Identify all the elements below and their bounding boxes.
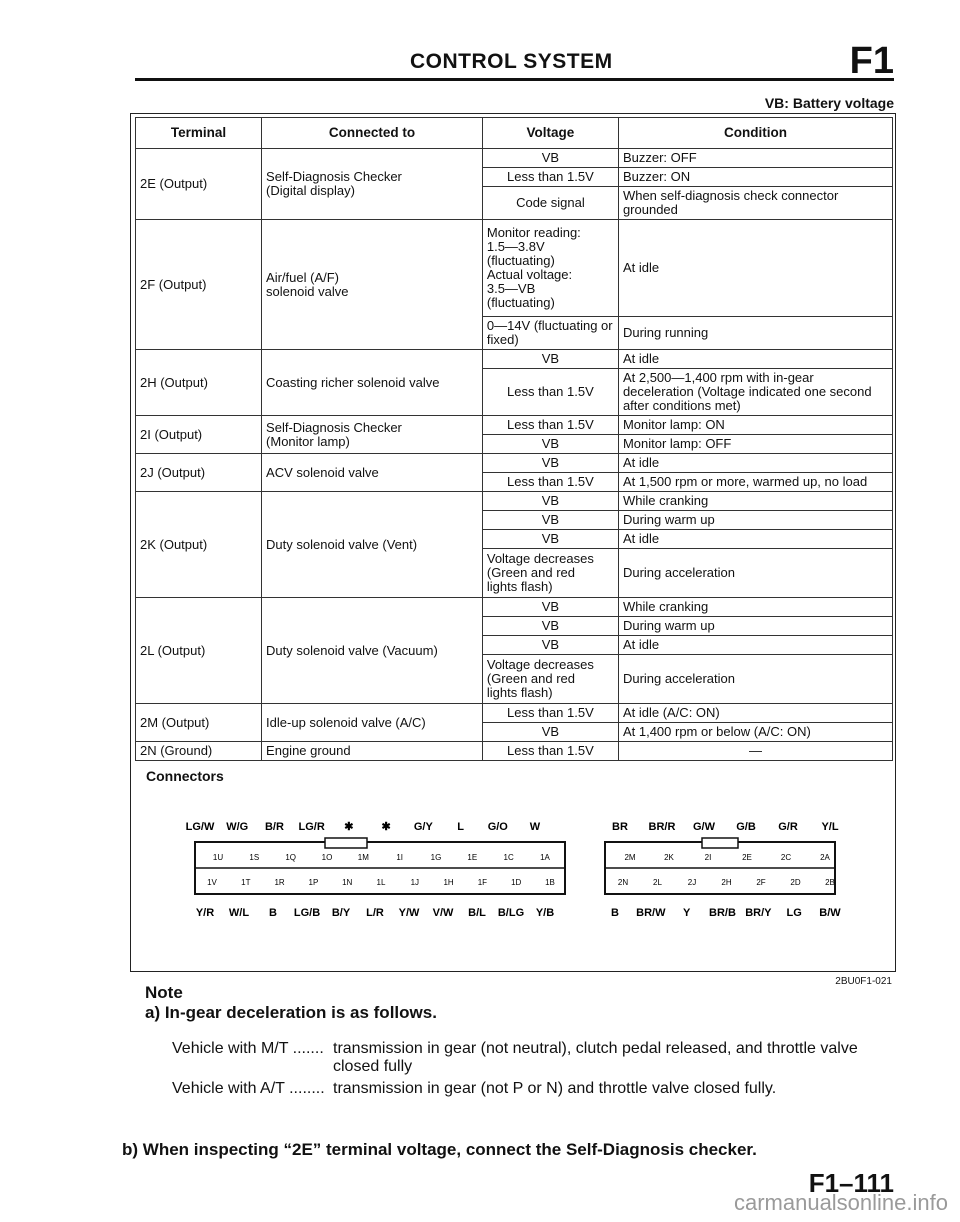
wire-color-label: BR: [612, 821, 628, 833]
pin-label: 2K: [664, 853, 674, 862]
terminal-cell: 2M (Output): [136, 704, 262, 742]
condition-cell: —: [618, 742, 892, 761]
terminal-cell: 2K (Output): [136, 492, 262, 598]
wire-color-label: B/R: [264, 821, 284, 833]
voltage-cell: Voltage decreases (Green and red lights flash): [482, 655, 618, 704]
section-code: F1: [849, 40, 894, 82]
pin-label: 2C: [780, 853, 792, 862]
table-row: [136, 704, 893, 723]
condition-cell: During acceleration: [618, 655, 892, 704]
note-at-label: Vehicle with A/T ........: [172, 1080, 325, 1097]
legend-note: VB: Battery voltage: [764, 95, 894, 111]
pin-label: 1H: [443, 878, 454, 887]
pin-label: 1J: [410, 878, 420, 887]
voltage-cell: Less than 1.5V: [482, 473, 618, 492]
voltage-cell: VB: [482, 617, 618, 636]
pin-label: 2M: [624, 853, 636, 862]
voltage-cell: VB: [482, 492, 618, 511]
figure-reference: 2BU0F1-021: [835, 976, 892, 987]
pin-label: 1T: [241, 878, 251, 887]
wire-color-label: Y/R: [195, 907, 215, 919]
pin-label: 2J: [687, 878, 697, 887]
wire-color-label: LG/B: [293, 907, 321, 919]
wire-color-label: LG: [786, 907, 802, 919]
pin-label: 2N: [617, 878, 629, 887]
condition-cell: During running: [618, 317, 892, 350]
wire-color-label: BR/R: [648, 821, 676, 833]
voltage-cell: Monitor reading: 1.5—3.8V (fluctuating) Actual voltage: 3.5—VB (fluctuating): [482, 220, 618, 317]
wire-color-label: Y/W: [398, 907, 420, 919]
voltage-cell: VB: [482, 598, 618, 617]
table-header-row: [136, 118, 893, 149]
wire-color-label: B/L: [468, 907, 486, 919]
terminal-cell: 2E (Output): [136, 149, 262, 220]
table-row: [136, 416, 893, 435]
connected-cell: Air/fuel (A/F) solenoid valve: [262, 220, 483, 350]
wire-color-label: W/L: [228, 907, 250, 919]
wire-color-label: LG/W: [185, 821, 215, 833]
header-voltage: Voltage: [482, 118, 618, 149]
pin-label: 1Q: [285, 853, 297, 862]
pin-label: 1U: [212, 853, 224, 862]
wire-color-label: BR/W: [636, 907, 666, 919]
wire-color-label: B/Y: [331, 907, 351, 919]
pin-label: 1E: [467, 853, 478, 862]
terminal-voltage-table: [135, 117, 893, 761]
wire-color-label: B: [611, 907, 619, 919]
note-mt-text: transmission in gear (not neutral), clutch pedal released, and throttle valve closed fully: [333, 1040, 858, 1075]
left-connector-latch: [325, 838, 367, 848]
pin-label: 2I: [704, 853, 712, 862]
pin-label: 2L: [653, 878, 662, 887]
terminal-cell: 2F (Output): [136, 220, 262, 350]
pin-label: 1V: [207, 878, 217, 887]
pin-label: 1R: [274, 878, 285, 887]
condition-cell: During warm up: [618, 511, 892, 530]
wire-color-label: L: [457, 821, 464, 833]
voltage-cell: VB: [482, 530, 618, 549]
connected-cell: Duty solenoid valve (Vent): [262, 492, 483, 598]
pin-label: 1C: [503, 853, 514, 862]
wire-color-label: G/Y: [413, 821, 433, 833]
pin-label: 2E: [742, 853, 752, 862]
condition-cell: Buzzer: ON: [618, 168, 892, 187]
condition-cell: At idle (A/C: ON): [618, 704, 892, 723]
voltage-cell: VB: [482, 454, 618, 473]
table-row: [136, 454, 893, 473]
right-connector: [605, 821, 841, 919]
pin-label: 1O: [321, 853, 333, 862]
table-row: [136, 598, 893, 617]
header-condition: Condition: [618, 118, 892, 149]
condition-cell: At idle: [618, 350, 892, 369]
voltage-cell: VB: [482, 149, 618, 168]
pin-label: 1F: [477, 878, 488, 887]
voltage-cell: Less than 1.5V: [482, 369, 618, 416]
pin-label: 1M: [357, 853, 369, 862]
pin-label: 2A: [820, 853, 830, 862]
right-connector-latch: [702, 838, 738, 848]
pin-label: 1G: [430, 853, 442, 862]
wire-color-label: BR/B: [709, 907, 736, 919]
condition-cell: At idle: [618, 636, 892, 655]
condition-cell: During acceleration: [618, 549, 892, 598]
pin-label: 2B: [825, 878, 835, 887]
watermark: carmanualsonline.info: [733, 1190, 948, 1215]
condition-cell: While cranking: [618, 598, 892, 617]
condition-cell: When self-diagnosis check connector grounded: [618, 187, 892, 220]
page-number: F1–111: [808, 1168, 894, 1198]
pin-label: 2D: [790, 878, 801, 887]
table-row: [136, 220, 893, 317]
condition-cell: Monitor lamp: ON: [618, 416, 892, 435]
wire-color-label: Y: [682, 907, 691, 919]
voltage-cell: VB: [482, 723, 618, 742]
table-row: [136, 149, 893, 168]
note-a-title: a) In-gear deceleration is as follows.: [145, 1003, 437, 1022]
condition-cell: Monitor lamp: OFF: [618, 435, 892, 454]
connected-cell: Self-Diagnosis Checker (Digital display): [262, 149, 483, 220]
pin-label: 1N: [342, 878, 353, 887]
condition-cell: At idle: [618, 530, 892, 549]
wire-color-label: G/B: [736, 821, 756, 833]
page-title: CONTROL SYSTEM: [410, 50, 613, 73]
voltage-cell: Less than 1.5V: [482, 416, 618, 435]
connected-cell: Idle-up solenoid valve (A/C): [262, 704, 483, 742]
left-connector: [186, 821, 565, 919]
condition-cell: At 1,500 rpm or more, warmed up, no load: [618, 473, 892, 492]
voltage-cell: 0—14V (fluctuating or fixed): [482, 317, 618, 350]
wire-color-label: V/W: [432, 907, 454, 919]
terminal-cell: 2J (Output): [136, 454, 262, 492]
wire-color-label: G/R: [778, 821, 798, 833]
pin-label: 1L: [376, 878, 386, 887]
connected-cell: Coasting richer solenoid valve: [262, 350, 483, 416]
pin-label: 1S: [249, 853, 260, 862]
wire-color-label: Y/L: [821, 821, 839, 833]
voltage-cell: Voltage decreases (Green and red lights flash): [482, 549, 618, 598]
connector-diagram: [140, 790, 890, 950]
wire-color-label: L/R: [366, 907, 384, 919]
note-b: b) When inspecting “2E” terminal voltage, connect the Self-Diagnosis checker.: [122, 1140, 757, 1159]
wire-color-label: B/LG: [497, 907, 525, 919]
terminal-cell: 2L (Output): [136, 598, 262, 704]
connected-cell: ACV solenoid valve: [262, 454, 483, 492]
voltage-cell: VB: [482, 636, 618, 655]
condition-cell: While cranking: [618, 492, 892, 511]
voltage-cell: Less than 1.5V: [482, 704, 618, 723]
voltage-cell: Code signal: [482, 187, 618, 220]
pin-label: 1P: [308, 878, 319, 887]
table-row: [136, 350, 893, 369]
wire-color-label: ✱: [344, 821, 354, 833]
terminal-cell: 2I (Output): [136, 416, 262, 454]
condition-cell: During warm up: [618, 617, 892, 636]
voltage-cell: Less than 1.5V: [482, 168, 618, 187]
table-row: [136, 492, 893, 511]
table-row: [136, 742, 893, 761]
voltage-cell: VB: [482, 350, 618, 369]
wire-color-label: W: [529, 821, 541, 833]
connectors-label: Connectors: [146, 768, 224, 784]
wire-color-label: Y/B: [535, 907, 555, 919]
pin-label: 2F: [756, 878, 766, 887]
pin-label: 1B: [545, 878, 555, 887]
condition-cell: At idle: [618, 220, 892, 317]
wire-color-label: G/W: [693, 821, 715, 833]
wire-color-label: G/O: [487, 821, 508, 833]
terminal-cell: 2N (Ground): [136, 742, 262, 761]
wire-color-label: BR/Y: [745, 907, 772, 919]
pin-label: 2H: [721, 878, 732, 887]
condition-cell: Buzzer: OFF: [618, 149, 892, 168]
terminal-cell: 2H (Output): [136, 350, 262, 416]
voltage-cell: Less than 1.5V: [482, 742, 618, 761]
wire-color-label: LG/R: [298, 821, 325, 833]
note-at-text: transmission in gear (not P or N) and throttle valve closed fully.: [333, 1080, 777, 1097]
header-connected-to: Connected to: [262, 118, 483, 149]
pin-label: 1I: [396, 853, 404, 862]
header-terminal: Terminal: [136, 118, 262, 149]
wire-color-label: W/G: [226, 821, 249, 833]
voltage-cell: VB: [482, 435, 618, 454]
voltage-cell: VB: [482, 511, 618, 530]
pin-label: 1A: [540, 853, 550, 862]
connected-cell: Duty solenoid valve (Vacuum): [262, 598, 483, 704]
wire-color-label: B: [269, 907, 277, 919]
header-rule: [135, 78, 894, 81]
condition-cell: At 2,500—1,400 rpm with in-gear deceleration (Voltage indicated one second after conditions met): [618, 369, 892, 416]
pin-label: 1D: [511, 878, 522, 887]
wire-color-label: ✱: [381, 821, 391, 833]
connected-cell: Engine ground: [262, 742, 483, 761]
note-mt-label: Vehicle with M/T .......: [172, 1040, 324, 1057]
note-title: Note: [145, 983, 183, 1002]
connected-cell: Self-Diagnosis Checker (Monitor lamp): [262, 416, 483, 454]
condition-cell: At 1,400 rpm or below (A/C: ON): [618, 723, 892, 742]
condition-cell: At idle: [618, 454, 892, 473]
wire-color-label: B/W: [819, 907, 841, 919]
